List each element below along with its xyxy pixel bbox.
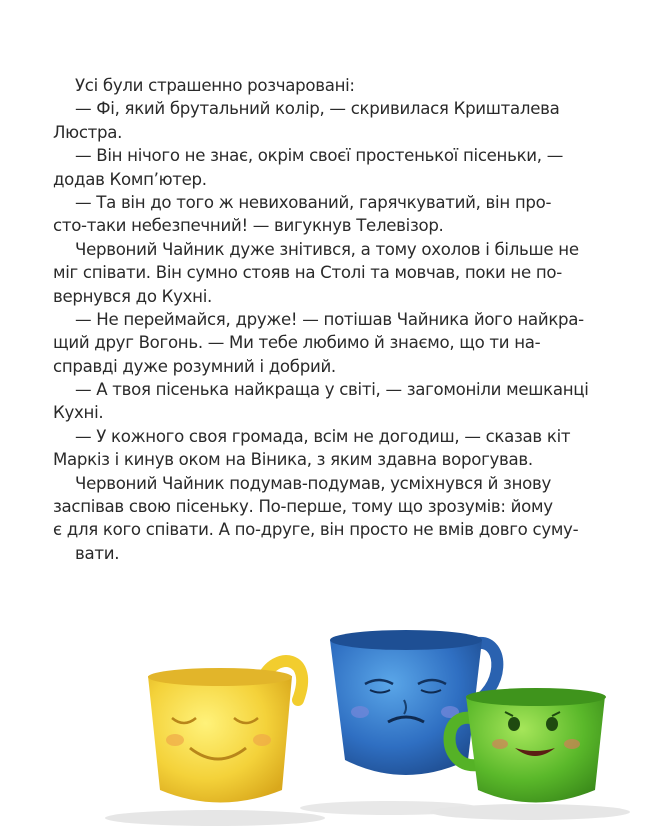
story-text — [53, 74, 613, 565]
cup-shadow — [430, 804, 630, 820]
cup-shadow — [105, 810, 325, 826]
text-line: Червоний Чайник подумав-подумав, усміхнувся й знову — [75, 473, 551, 493]
text-line: Маркіз і кинув оком на Віника, з яким здавна ворогував. — [53, 450, 533, 470]
text-line: — Фі, який брутальний колір, — скривилася Кришталева — [75, 99, 560, 119]
text-line: — Він нічого не знає, окрім своєї простенької пісеньки, — — [75, 146, 564, 166]
text-line: Усі були страшенно розчаровані: — [75, 76, 355, 95]
text-line: Кухні. — [53, 403, 104, 423]
text-line: справді дуже розумний і добрий. — [53, 356, 336, 376]
text-line: — У кожного своя громада, всім не догодиш, — сказав кіт — [75, 426, 571, 446]
text-line: — Та він до того ж невихований, гарячкуватий, він про- — [75, 192, 552, 212]
text-line: щий друг Вогонь. — Ми тебе любимо й знаємо, що ти на- — [53, 333, 541, 353]
text-line: — А твоя пісенька найкраща у світі, — загомоніли мешканці — [75, 380, 589, 400]
text-line: — Не переймайся, друже! — потішав Чайника його найкра- — [75, 309, 584, 329]
yellow-cup — [148, 661, 302, 802]
text-line: вати. — [75, 543, 120, 563]
text-line: додав Комп’ютер. — [53, 169, 207, 189]
green-cup — [450, 688, 607, 803]
text-line: заспівав свою пісеньку. По-перше, тому що зрозумів: йому — [53, 497, 553, 517]
text-line: сто-таки небезпечний! — вигукнув Телевізор. — [53, 216, 444, 236]
text-line: Люстра. — [53, 122, 123, 142]
text-line: вернувся до Кухні. — [53, 286, 213, 306]
text-line: Червоний Чайник дуже знітився, а тому охолов і більше не — [75, 239, 579, 259]
text-line: є для кого співати. А по-друге, він просто не вмів довго суму- — [53, 520, 579, 540]
text-line: міг співати. Він сумно стояв на Столі та мовчав, поки не по- — [53, 263, 562, 283]
cups-illustration — [0, 600, 647, 826]
